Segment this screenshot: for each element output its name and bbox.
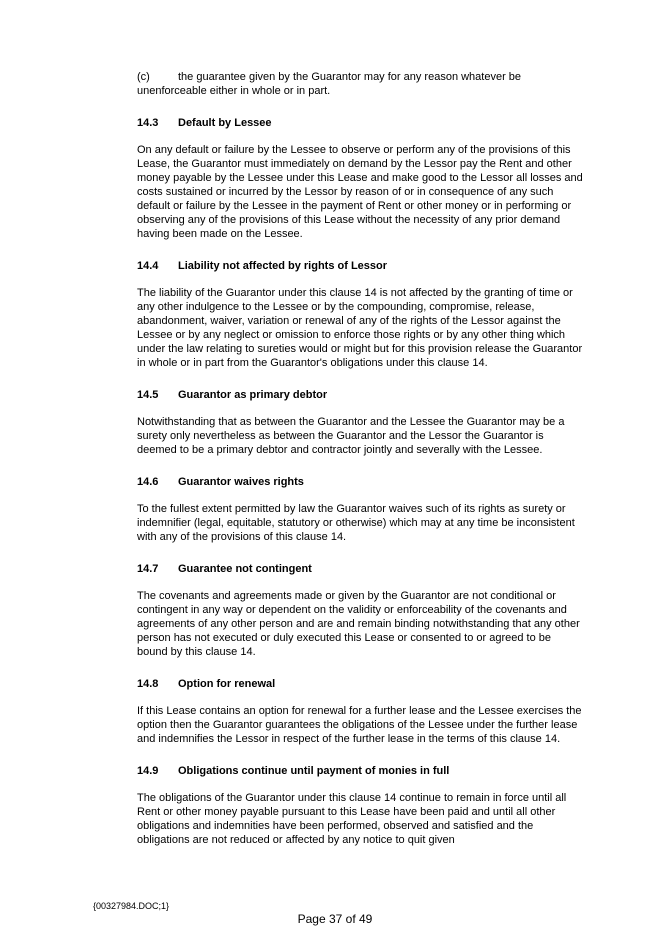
section-heading-14-7 bbox=[137, 562, 583, 576]
section-heading-14-9 bbox=[137, 764, 583, 778]
section-body-14-4: The liability of the Guarantor under this clause 14 is not affected by the granting of time or any other indulgence to the Lessee or by the compounding, compromise, release, abandonment, waiver, variation or renewal of any of the rights of the Lessor against the Lessee or by any neglect or omission to enforce those rights or by any other thing which under the law relating to sureties would or might but for this provision release the Guarantor in whole or in part from the Guarantor's obligations under this clause 14. bbox=[137, 287, 583, 369]
section-title: Guarantor waives rights bbox=[178, 476, 304, 488]
section-number: 14.8 bbox=[137, 678, 159, 690]
section-title: Obligations continue until payment of monies in full bbox=[178, 765, 450, 777]
section-title: Guarantee not contingent bbox=[178, 563, 312, 575]
section-heading-14-6 bbox=[137, 475, 583, 489]
section-heading-14-5 bbox=[137, 388, 583, 402]
section-heading-14-8 bbox=[137, 677, 583, 691]
section-title: Default by Lessee bbox=[178, 117, 272, 129]
section-title: Liability not affected by rights of Lessor bbox=[178, 260, 388, 272]
section-title: Guarantor as primary debtor bbox=[178, 389, 328, 401]
section-body-14-6: To the fullest extent permitted by law the Guarantor waives such of its rights as surety or indemnifier (legal, equitable, statutory or otherwise) which may at any time be inconsistent with any of the provisions of this clause 14. bbox=[137, 503, 575, 543]
footer-page-number: Page 37 of 49 bbox=[297, 912, 373, 926]
section-body-14-8: If this Lease contains an option for renewal for a further lease and the Lessee exercises the option then the Guarantor guarantees the obligations of the Lessee under the further lease and indemnifies the Lessor in respect of the further lease in the terms of this clause 14. bbox=[137, 705, 582, 745]
section-heading-14-4 bbox=[137, 259, 583, 273]
clause-c-text: the guarantee given by the Guarantor may for any reason whatever be unenforceable either in whole or in part. bbox=[137, 71, 522, 97]
section-heading-14-3 bbox=[137, 116, 583, 130]
section-number: 14.7 bbox=[137, 563, 159, 575]
section-number: 14.5 bbox=[137, 389, 159, 401]
section-number: 14.9 bbox=[137, 765, 159, 777]
section-number: 14.3 bbox=[137, 117, 159, 129]
section-number: 14.6 bbox=[137, 476, 159, 488]
section-body-14-7: The covenants and agreements made or given by the Guarantor are not conditional or contingent in any way or dependent on the validity or enforceability of the covenants and agreements of any other person and are and remain binding notwithstanding that any other person has not executed or duly executed this Lease or consented to or agreed to be bound by this clause 14. bbox=[137, 590, 580, 658]
footer-doc-id: {00327984.DOC;1} bbox=[93, 901, 170, 911]
section-body-14-9: The obligations of the Guarantor under this clause 14 continue to remain in force until all Rent or other money payable pursuant to this Lease have been paid and until all other obligations and indemnities have been performed, observed and satisfied and the obligations are not reduced or affected by any notice to quit given bbox=[137, 792, 567, 846]
section-title: Option for renewal bbox=[178, 678, 276, 690]
document-content bbox=[137, 70, 583, 865]
section-number: 14.4 bbox=[137, 260, 159, 272]
section-body-14-3: On any default or failure by the Lessee to observe or perform any of the provisions of this Lease, the Guarantor must immediately on demand by the Lessor pay the Rent and other money payable by the Lessee under this Lease and make good to the Lessor all losses and costs sustained or incurred by the Lessor by reason of or in consequence of any such default or failure by the Lessee in the payment of Rent or other money or in performing or observing any of the provisions of this Lease without the necessity of any prior demand having been made on the Lessee. bbox=[137, 144, 583, 240]
section-body-14-5: Notwithstanding that as between the Guarantor and the Lessee the Guarantor may be a surety only nevertheless as between the Guarantor and the Lessor the Guarantor is deemed to be a primary debtor and contractor jointly and severally with the Lessee. bbox=[137, 416, 565, 456]
clause-c-paragraph bbox=[137, 70, 583, 98]
clause-c-label: (c) bbox=[137, 71, 150, 83]
